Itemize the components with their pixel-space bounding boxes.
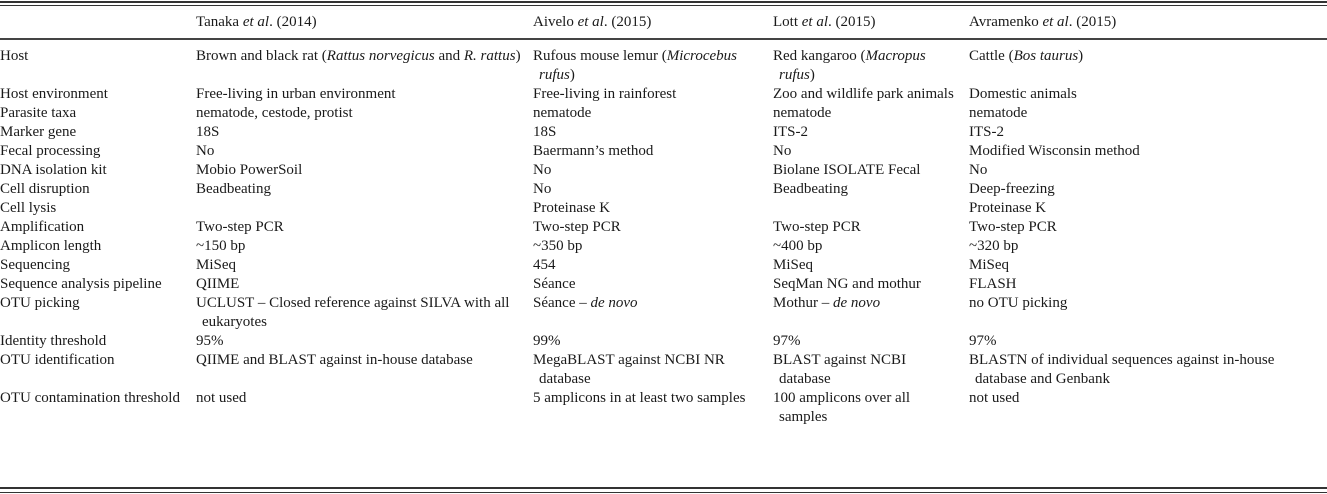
data-cell: [533, 161, 773, 180]
text-segment: No: [196, 143, 215, 159]
data-cell: [969, 142, 1327, 161]
data-cell: [969, 38, 1327, 85]
cell-text: [196, 275, 533, 294]
text-segment: nematode: [533, 105, 592, 121]
data-cell: [533, 237, 773, 256]
text-segment: Domestic animals: [969, 86, 1077, 102]
text-segment: nematode: [773, 105, 832, 121]
row-label-cell: [0, 199, 196, 218]
text-segment: and: [434, 48, 464, 64]
row-label-cell: [0, 256, 196, 275]
cell-text: [969, 180, 1327, 199]
row-label: Amplicon length: [0, 238, 102, 254]
text-segment: Séance: [533, 276, 576, 292]
data-cell: [773, 218, 969, 237]
data-cell: [533, 123, 773, 142]
table-row: [0, 85, 1327, 104]
cell-text: [773, 85, 969, 104]
cell-text: [969, 104, 1327, 123]
cell-text: [969, 389, 1327, 408]
text-segment: QIIME: [196, 276, 240, 292]
cell-text: [196, 389, 533, 408]
row-label: Sequence analysis pipeline: [0, 276, 162, 292]
data-cell: [969, 218, 1327, 237]
cell-text: [533, 199, 773, 218]
row-label-cell: [0, 218, 196, 237]
data-cell: [196, 180, 533, 199]
data-cell: [533, 85, 773, 104]
data-cell: [196, 142, 533, 161]
table-row: [0, 104, 1327, 123]
data-cell: [533, 38, 773, 85]
cell-text: [533, 218, 773, 237]
italic-text: de novo: [590, 295, 638, 311]
data-cell: [773, 332, 969, 351]
cell-text: [969, 218, 1327, 237]
text-segment: Baermann’s method: [533, 143, 654, 159]
text-segment: ): [1078, 48, 1084, 64]
et-al: et al: [242, 13, 270, 30]
cell-text: [533, 47, 773, 85]
row-label-cell: [0, 275, 196, 294]
text-segment: Modified Wisconsin method: [969, 143, 1140, 159]
text-segment: no OTU picking: [969, 295, 1068, 311]
data-cell: [773, 38, 969, 85]
text-segment: ): [809, 67, 815, 83]
row-label-cell: [0, 294, 196, 332]
author-name: Tanaka: [196, 13, 243, 30]
row-label: Amplification: [0, 219, 85, 235]
cell-text: [533, 161, 773, 180]
row-label: Sequencing: [0, 257, 70, 273]
data-cell: [773, 237, 969, 256]
data-cell: [773, 256, 969, 275]
table-row: [0, 294, 1327, 332]
italic-text: Microcebus rufus: [539, 48, 737, 83]
column-header: [969, 6, 1327, 38]
data-cell: [969, 123, 1327, 142]
cell-text: [773, 161, 969, 180]
text-segment: not used: [969, 390, 1020, 406]
data-cell: [969, 275, 1327, 294]
cell-text: [969, 256, 1327, 275]
data-cell: [773, 85, 969, 104]
table-row: [0, 237, 1327, 256]
author-name: Lott: [773, 13, 802, 30]
cell-text: [196, 237, 533, 256]
text-segment: Mothur –: [773, 295, 833, 311]
cell-text: [196, 161, 533, 180]
cell-text: [533, 294, 773, 313]
data-cell: [196, 294, 533, 332]
cell-text: [969, 237, 1327, 256]
italic-text: Bos taurus: [1013, 48, 1079, 64]
row-label: Fecal processing: [0, 143, 101, 159]
data-cell: [969, 199, 1327, 218]
bottom-rule-thick: [0, 487, 1327, 489]
text-segment: 99%: [533, 333, 561, 349]
cell-text: [533, 256, 773, 275]
text-segment: not used: [196, 390, 247, 406]
cell-text: [773, 351, 969, 389]
data-cell: [773, 123, 969, 142]
italic-text: de novo: [833, 295, 881, 311]
data-cell: [773, 275, 969, 294]
column-header: [196, 6, 533, 38]
data-cell: [533, 256, 773, 275]
data-cell: [533, 218, 773, 237]
text-segment: Two-step PCR: [533, 219, 621, 235]
row-label: OTU contamination threshold: [0, 390, 180, 406]
row-label-cell: [0, 389, 196, 427]
text-segment: Proteinase K: [533, 200, 611, 216]
table-row: [0, 199, 1327, 218]
cell-text: [196, 294, 533, 332]
data-cell: [969, 256, 1327, 275]
row-label: OTU identification: [0, 352, 115, 368]
table-row: [0, 123, 1327, 142]
text-segment: Beadbeating: [196, 181, 271, 197]
cell-text: [533, 180, 773, 199]
text-segment: 100 amplicons over all samples: [773, 390, 911, 425]
text-segment: 18S: [533, 124, 557, 140]
data-cell: [533, 275, 773, 294]
comparison-table: [0, 6, 1327, 427]
text-segment: Two-step PCR: [773, 219, 861, 235]
cell-text: [196, 123, 533, 142]
cell-text: [533, 123, 773, 142]
text-segment: Red kangaroo (: [773, 48, 866, 64]
cell-text: [533, 389, 773, 408]
author-name: Avramenko: [969, 13, 1043, 30]
data-cell: [969, 351, 1327, 389]
text-segment: 5 amplicons in at least two samples: [533, 390, 746, 406]
row-label: Identity threshold: [0, 333, 107, 349]
text-segment: No: [773, 143, 792, 159]
cell-text: [196, 332, 533, 351]
row-label: OTU picking: [0, 295, 80, 311]
cell-text: [196, 256, 533, 275]
row-label-cell: [0, 332, 196, 351]
text-segment: ): [515, 48, 521, 64]
data-cell: [196, 332, 533, 351]
cell-text: [773, 237, 969, 256]
row-label: Host environment: [0, 86, 108, 102]
text-segment: ~150 bp: [196, 238, 246, 254]
cell-text: [533, 104, 773, 123]
cell-text: [196, 47, 533, 66]
data-cell: [196, 85, 533, 104]
data-cell: [773, 161, 969, 180]
text-segment: MiSeq: [196, 257, 237, 273]
text-segment: BLAST against NCBI database: [773, 352, 907, 387]
table-body: [0, 38, 1327, 427]
data-cell: [196, 256, 533, 275]
bottom-rule-thin: [0, 492, 1327, 493]
text-segment: Two-step PCR: [969, 219, 1057, 235]
text-segment: Brown and black rat (: [196, 48, 327, 64]
text-segment: Séance –: [533, 295, 591, 311]
text-segment: SeqMan NG and mothur: [773, 276, 921, 292]
text-segment: No: [533, 162, 552, 178]
table-row: [0, 351, 1327, 389]
text-segment: ): [569, 67, 575, 83]
data-cell: [533, 199, 773, 218]
data-cell: [533, 389, 773, 427]
data-cell: [533, 142, 773, 161]
text-segment: MiSeq: [773, 257, 814, 273]
data-cell: [533, 294, 773, 332]
top-rule-thick: [0, 1, 1327, 3]
data-cell: [533, 180, 773, 199]
et-al: et al: [1042, 13, 1069, 30]
data-cell: [773, 104, 969, 123]
data-cell: [773, 142, 969, 161]
table-row: [0, 142, 1327, 161]
row-label-cell: [0, 38, 196, 85]
cell-text: [969, 123, 1327, 142]
text-segment: 97%: [969, 333, 997, 349]
cell-text: [773, 294, 969, 313]
row-label-cell: [0, 104, 196, 123]
table-row: [0, 161, 1327, 180]
cell-text: [773, 142, 969, 161]
et-al: et al: [577, 13, 604, 30]
text-segment: ITS-2: [773, 124, 808, 140]
data-cell: [196, 161, 533, 180]
table-row: [0, 332, 1327, 351]
text-segment: ITS-2: [969, 124, 1004, 140]
text-segment: Proteinase K: [969, 200, 1047, 216]
cell-text: [533, 332, 773, 351]
cell-text: [773, 180, 969, 199]
data-cell: [773, 294, 969, 332]
text-segment: MegaBLAST against NCBI NR database: [533, 352, 725, 387]
cell-text: [196, 104, 533, 123]
cell-text: [533, 351, 773, 389]
row-label-cell: [0, 237, 196, 256]
data-cell: [969, 389, 1327, 427]
data-cell: [196, 104, 533, 123]
cell-text: [196, 351, 533, 370]
data-cell: [969, 180, 1327, 199]
text-segment: No: [533, 181, 552, 197]
table-row: [0, 389, 1327, 427]
cell-text: [773, 389, 969, 427]
data-cell: [773, 351, 969, 389]
text-segment: 18S: [196, 124, 220, 140]
row-label: Parasite taxa: [0, 105, 77, 121]
data-cell: [196, 237, 533, 256]
cell-text: [969, 85, 1327, 104]
cell-text: [773, 218, 969, 237]
author-name: Aivelo: [533, 13, 578, 30]
row-label-cell: [0, 180, 196, 199]
row-label-cell: [0, 142, 196, 161]
data-cell: [196, 389, 533, 427]
cell-text: [196, 180, 533, 199]
column-header: [773, 6, 969, 38]
cell-text: [969, 294, 1327, 313]
text-segment: Cattle (: [969, 48, 1014, 64]
data-cell: [773, 180, 969, 199]
row-label: Cell disruption: [0, 181, 90, 197]
data-cell: [773, 199, 969, 218]
header-row: [0, 6, 1327, 38]
text-segment: QIIME and BLAST against in-house database: [196, 352, 473, 368]
text-segment: Two-step PCR: [196, 219, 284, 235]
cell-text: [969, 199, 1327, 218]
text-segment: UCLUST – Closed reference against SILVA with all eukaryotes: [196, 295, 510, 330]
data-cell: [196, 38, 533, 85]
text-segment: 97%: [773, 333, 801, 349]
table-row: [0, 275, 1327, 294]
cell-text: [533, 85, 773, 104]
italic-text: Macropus rufus: [779, 48, 926, 83]
text-segment: ~320 bp: [969, 238, 1019, 254]
text-segment: Deep-freezing: [969, 181, 1055, 197]
data-cell: [533, 332, 773, 351]
cell-text: [533, 237, 773, 256]
text-segment: 454: [533, 257, 556, 273]
cell-text: [773, 47, 969, 85]
table-row: [0, 180, 1327, 199]
row-label: Cell lysis: [0, 200, 57, 216]
italic-text: R. rattus: [463, 48, 516, 64]
text-segment: Biolane ISOLATE Fecal: [773, 162, 921, 178]
data-cell: [969, 294, 1327, 332]
cell-text: [773, 256, 969, 275]
cell-text: [969, 47, 1327, 66]
row-label-cell: [0, 351, 196, 389]
data-cell: [969, 237, 1327, 256]
data-cell: [196, 275, 533, 294]
cell-text: [773, 104, 969, 123]
data-cell: [196, 351, 533, 389]
cell-text: [533, 275, 773, 294]
row-label-cell: [0, 85, 196, 104]
cell-text: [196, 142, 533, 161]
text-segment: MiSeq: [969, 257, 1010, 273]
text-segment: Mobio PowerSoil: [196, 162, 303, 178]
row-label: Host: [0, 48, 29, 64]
row-label-cell: [0, 123, 196, 142]
text-segment: 95%: [196, 333, 224, 349]
cell-text: [773, 275, 969, 294]
data-cell: [969, 332, 1327, 351]
row-label: Marker gene: [0, 124, 77, 140]
data-cell: [969, 85, 1327, 104]
table-row: [0, 218, 1327, 237]
cell-text: [969, 332, 1327, 351]
header-blank: [0, 6, 196, 38]
text-segment: ~350 bp: [533, 238, 583, 254]
text-segment: nematode: [969, 105, 1028, 121]
cell-text: [969, 161, 1327, 180]
data-cell: [196, 218, 533, 237]
text-segment: FLASH: [969, 276, 1017, 292]
cell-text: [969, 351, 1327, 389]
text-segment: nematode, cestode, protist: [196, 105, 353, 121]
cell-text: [969, 142, 1327, 161]
year: . (2015): [1068, 13, 1117, 30]
data-cell: [969, 104, 1327, 123]
text-segment: Rufous mouse lemur (: [533, 48, 667, 64]
data-cell: [969, 161, 1327, 180]
data-cell: [533, 104, 773, 123]
cell-text: [773, 123, 969, 142]
year: . (2014): [269, 13, 317, 30]
italic-text: Rattus norvegicus: [326, 48, 435, 64]
row-label: DNA isolation kit: [0, 162, 107, 178]
year: . (2015): [828, 13, 876, 30]
table-row: [0, 256, 1327, 275]
text-segment: BLASTN of individual sequences against in-house database and Genbank: [969, 352, 1275, 387]
text-segment: ~400 bp: [773, 238, 823, 254]
row-label-cell: [0, 161, 196, 180]
et-al: et al: [801, 13, 828, 30]
text-segment: No: [969, 162, 988, 178]
table-row: [0, 38, 1327, 85]
cell-text: [196, 85, 533, 104]
text-segment: Free-living in urban environment: [196, 86, 396, 102]
data-cell: [533, 351, 773, 389]
data-cell: [196, 123, 533, 142]
cell-text: [773, 332, 969, 351]
cell-text: [196, 218, 533, 237]
data-cell: [773, 389, 969, 427]
cell-text: [533, 142, 773, 161]
text-segment: Zoo and wildlife park animals: [773, 86, 954, 102]
data-cell: [196, 199, 533, 218]
text-segment: Free-living in rainforest: [533, 86, 677, 102]
cell-text: [969, 275, 1327, 294]
column-header: [533, 6, 773, 38]
text-segment: Beadbeating: [773, 181, 848, 197]
year: . (2015): [603, 13, 652, 30]
